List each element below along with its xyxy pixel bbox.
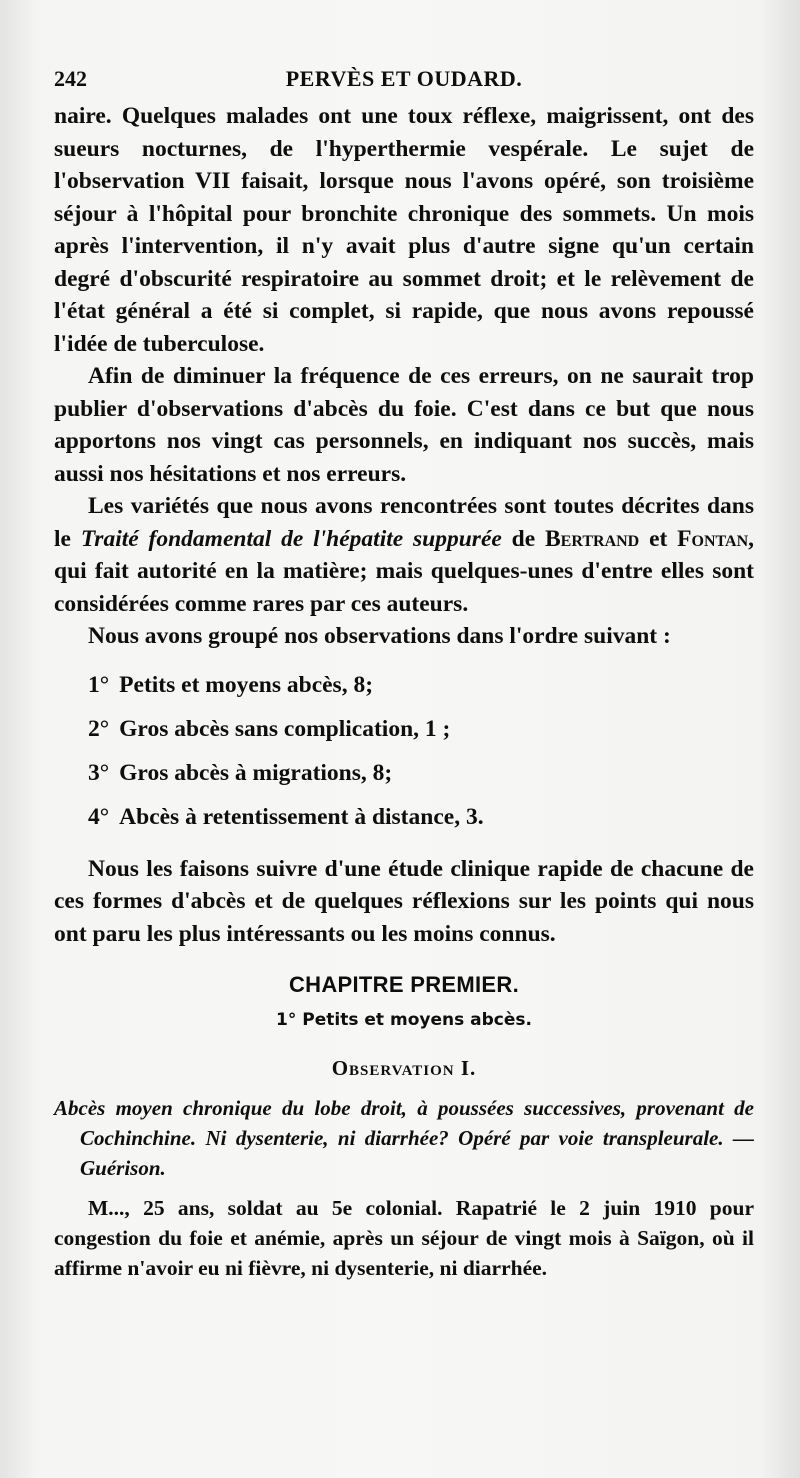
list-text: Gros abcès sans complication, 1 ;: [119, 715, 451, 742]
paragraph-varieties: [54, 490, 754, 620]
varieties-text-3: et: [639, 525, 678, 552]
author-bertrand: Bertrand: [545, 525, 640, 552]
list-text: Petits et moyens abcès, 8;: [119, 671, 374, 698]
paragraph-study: Nous les faisons suivre d'une étude clinique rapide de chacune de ces formes d'abcès et de quelques réflexions sur les points qui nous ont paru les plus intéressants ou les moins connus.: [54, 855, 754, 947]
chapter-heading: CHAPITRE PREMIER.: [288, 972, 519, 997]
list-item: [54, 663, 754, 707]
observation-title: Observation I.: [331, 1056, 477, 1080]
paragraph-errors: Afin de diminuer la fréquence de ces erreurs, on ne saurait trop publier d'observations d'abcès du foie. C'est dans ce but que nous apportons nos vingt cas personnels, en indiquant nos succès, mais aussi nos hésitations et nos erreurs.: [54, 363, 754, 487]
varieties-text-4: , qui fait autorité en la matière; mais quelques-unes d'entre elles sont considérées comme rares par ces auteurs.: [54, 525, 754, 617]
running-head: PERVÈS ET OUDARD.: [285, 66, 523, 91]
observation-body: M..., 25 ans, soldat au 5e colonial. Rapatrié le 2 juin 1910 pour congestion du foie et anémie, après un séjour de vingt mois à Saïgon, où il affirme n'avoir eu ni fièvre, ni dysenterie, ni diarrhée.: [54, 1196, 754, 1280]
paragraph-continuation: naire. Quelques malades ont une toux réflexe, maigrissent, ont des sueurs nocturnes, de l'hyperthermie vespérale. Le sujet de l'observation VII faisait, lorsque nous l'avons opéré, son troisième séjour à l'hôpital pour bronchite chronique des sommets. Un mois après l'intervention, il n'y avait plus d'autre signe qu'un certain degré d'obscurité respiratoire au sommet droit; et le relèvement de l'état général a été si complet, si rapide, que nous avons repoussé l'idée de tuberculose.: [54, 103, 754, 357]
varieties-text-1: Les variétés que nous avons rencontrées sont toutes décrites dans le: [54, 493, 754, 552]
paragraph-grouping: Nous avons groupé nos observations dans l'ordre suivant :: [88, 623, 671, 649]
classification-list: [54, 663, 754, 839]
list-number: 3°: [88, 759, 110, 786]
list-number: 2°: [88, 715, 110, 742]
list-item: [54, 795, 754, 839]
list-number: 1°: [88, 671, 110, 698]
page-number: 242: [54, 66, 87, 91]
treatise-title: Traité fondamental de l'hépatite suppurée: [80, 525, 502, 552]
body-text: [54, 100, 754, 1283]
list-item: [54, 751, 754, 795]
list-text: Abcès à retentissement à distance, 3.: [119, 803, 484, 830]
observation-summary: Abcès moyen chronique du lobe droit, à poussées successives, provenant de Cochinchine. Ni dysenterie, ni diarrhée? Opéré par voie transpleurale. — Guérison.: [54, 1096, 754, 1180]
section-heading: 1° Petits et moyens abcès.: [276, 1010, 532, 1030]
list-number: 4°: [88, 803, 110, 830]
list-item: [54, 707, 754, 751]
varieties-text-2: de: [501, 525, 545, 552]
author-fontan: Fontan: [677, 525, 749, 552]
list-text: Gros abcès à migrations, 8;: [119, 759, 393, 786]
page-header: [54, 62, 754, 102]
